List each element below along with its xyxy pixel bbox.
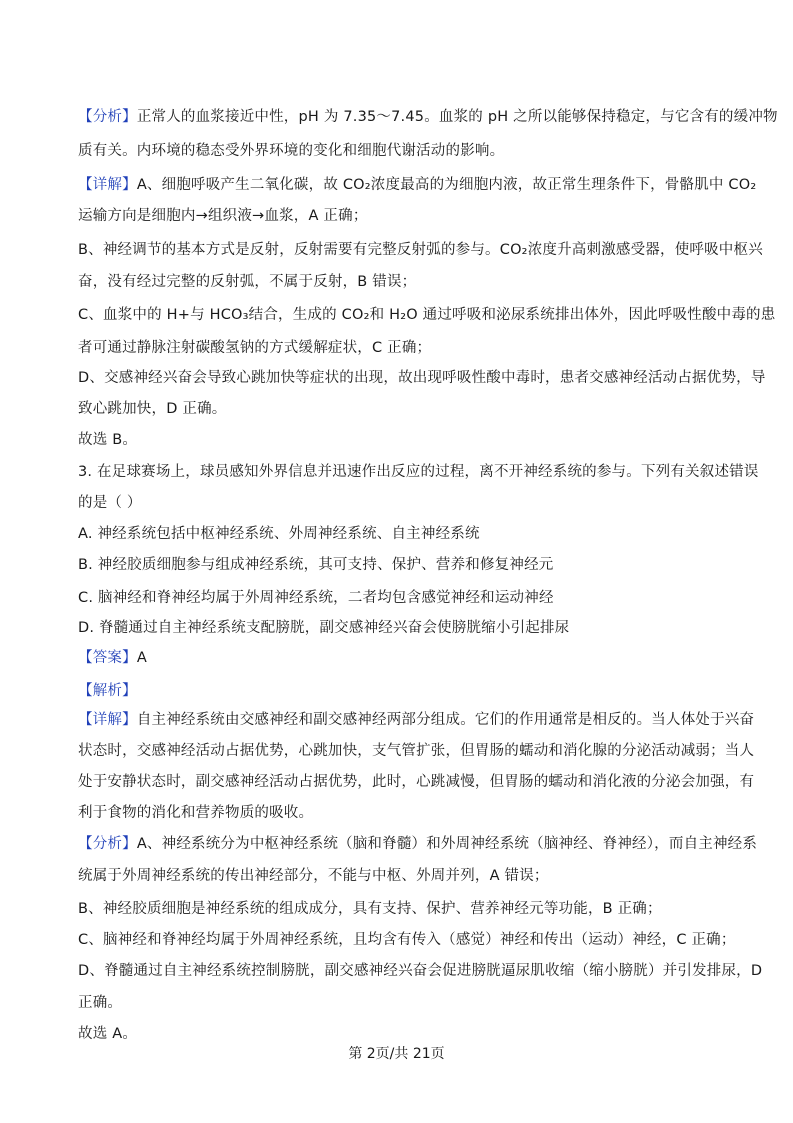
line-text: 故选 A。 xyxy=(78,1026,138,1042)
line-text: 故选 B。 xyxy=(78,432,138,448)
text-line xyxy=(78,141,728,161)
text-line xyxy=(78,741,755,761)
section-tag: 【分析】 xyxy=(78,836,137,852)
line-text: B、神经胶质细胞是神经系统的组成成分，具有支持、保护、营养神经元等功能，B 正确； xyxy=(78,901,662,917)
text-line xyxy=(78,206,728,226)
line-text: D、交感神经兴奋会导致心跳加快等症状的出现，故出现呼吸性酸中毒时，患者交感神经活动占据优势，导 xyxy=(78,370,766,386)
text-line xyxy=(78,462,759,482)
section-tag: 【分析】 xyxy=(78,109,137,125)
section-tag: 【详解】 xyxy=(78,712,137,728)
text-line xyxy=(78,524,728,544)
line-text: A、神经系统分为中枢神经系统（脑和脊髓）和外周神经系统（脑神经、脊神经），而自主神经系 xyxy=(136,836,758,852)
line-text: 运输方向是细胞内→组织液→血浆，A 正确； xyxy=(78,208,368,224)
text-line xyxy=(78,240,763,260)
text-line xyxy=(78,272,728,292)
line-text: 3. 在足球赛场上，球员感知外界信息并迅速作出反应的过程，离不开神经系统的参与。下列有关叙述错误 xyxy=(78,464,759,480)
text-line xyxy=(78,648,728,668)
line-text: C、脑神经和脊神经均属于外周神经系统，且均含有传入（感觉）神经和传出（运动）神经，C 正确； xyxy=(78,932,736,948)
text-line xyxy=(78,430,728,450)
text-line xyxy=(78,930,736,950)
line-text: C. 脑神经和脊神经均属于外周神经系统，二者均包含感觉神经和运动神经 xyxy=(78,590,554,606)
line-text: 奋，没有经过完整的反射弧，不属于反射，B 错误； xyxy=(78,274,417,290)
line-text: 的是（ ） xyxy=(78,495,142,511)
text-line xyxy=(78,588,728,608)
line-text: 利于食物的消化和营养物质的吸收。 xyxy=(78,805,314,821)
line-text: A、细胞呼吸产生二氧化碳，故 CO₂浓度最高的为细胞内液，故正常生理条件下，骨骼肌中 CO₂ xyxy=(136,177,757,193)
text-line xyxy=(78,834,758,854)
section-tag: 【答案】 xyxy=(78,650,137,666)
page-footer: 第 2页/共 21页 xyxy=(348,1046,445,1062)
line-text: 者可通过静脉注射碳酸氢钠的方式缓解症状，C 正确； xyxy=(78,340,432,356)
line-text: A. 神经系统包括中枢神经系统、外周神经系统、自主神经系统 xyxy=(78,526,480,542)
text-line xyxy=(78,961,763,981)
text-line xyxy=(78,803,728,823)
text-line xyxy=(78,493,728,513)
section-tag: 【解析】 xyxy=(78,683,137,699)
line-text: C、血浆中的 H+与 HCO₃结合，生成的 CO₂和 H₂O 通过呼吸和泌尿系统排出体外，因此呼吸性酸中毒的患 xyxy=(78,307,776,323)
line-text: 自主神经系统由交感神经和副交感神经两部分组成。它们的作用通常是相反的。当人体处于兴奋 xyxy=(136,712,755,728)
text-line xyxy=(78,618,728,638)
text-line xyxy=(78,175,757,195)
line-text: 致心跳加快，D 正确。 xyxy=(78,401,227,417)
line-text: B. 神经胶质细胞参与组成神经系统，其可支持、保护、营养和修复神经元 xyxy=(78,557,554,573)
line-text: 正确。 xyxy=(78,995,123,1011)
text-line xyxy=(78,107,778,127)
text-line xyxy=(78,368,766,388)
line-text: 质有关。内环境的稳态受外界环境的变化和细胞代谢活动的影响。 xyxy=(78,143,505,159)
section-tag: 【详解】 xyxy=(78,177,137,193)
line-text: 处于安静状态时，副交感神经活动占据优势，此时，心跳减慢，但胃肠的蠕动和消化液的分泌会加强，有 xyxy=(78,774,755,790)
text-line xyxy=(78,399,728,419)
line-text: 统属于外周神经系统的传出神经部分，不能与中枢、外周并列，A 错误； xyxy=(78,868,549,884)
text-line xyxy=(78,866,728,886)
text-line xyxy=(78,772,755,792)
text-line xyxy=(78,681,728,701)
text-line xyxy=(78,1024,728,1044)
text-line xyxy=(78,338,728,358)
text-line xyxy=(78,899,728,919)
line-text: D、脊髓通过自主神经系统控制膀胱，副交感神经兴奋会促进膀胱逼尿肌收缩（缩小膀胱）并引发排尿，D xyxy=(78,963,763,979)
text-line xyxy=(78,993,728,1013)
line-text: B、神经调节的基本方式是反射，反射需要有完整反射弧的参与。CO₂浓度升高刺激感受器，使呼吸中枢兴 xyxy=(78,242,763,258)
line-text: 状态时，交感神经活动占据优势，心跳加快，支气管扩张，但胃肠的蠕动和消化腺的分泌活动减弱；当人 xyxy=(78,743,755,759)
line-text: 正常人的血浆接近中性，pH 为 7.35～7.45。血浆的 pH 之所以能够保持稳定，与它含有的缓冲物 xyxy=(136,109,778,125)
line-text: D. 脊髓通过自主神经系统支配膀胱，副交感神经兴奋会使膀胱缩小引起排尿 xyxy=(78,620,570,636)
line-text: A xyxy=(136,650,147,666)
text-line xyxy=(78,305,776,325)
text-line xyxy=(78,555,728,575)
text-line xyxy=(78,710,755,730)
